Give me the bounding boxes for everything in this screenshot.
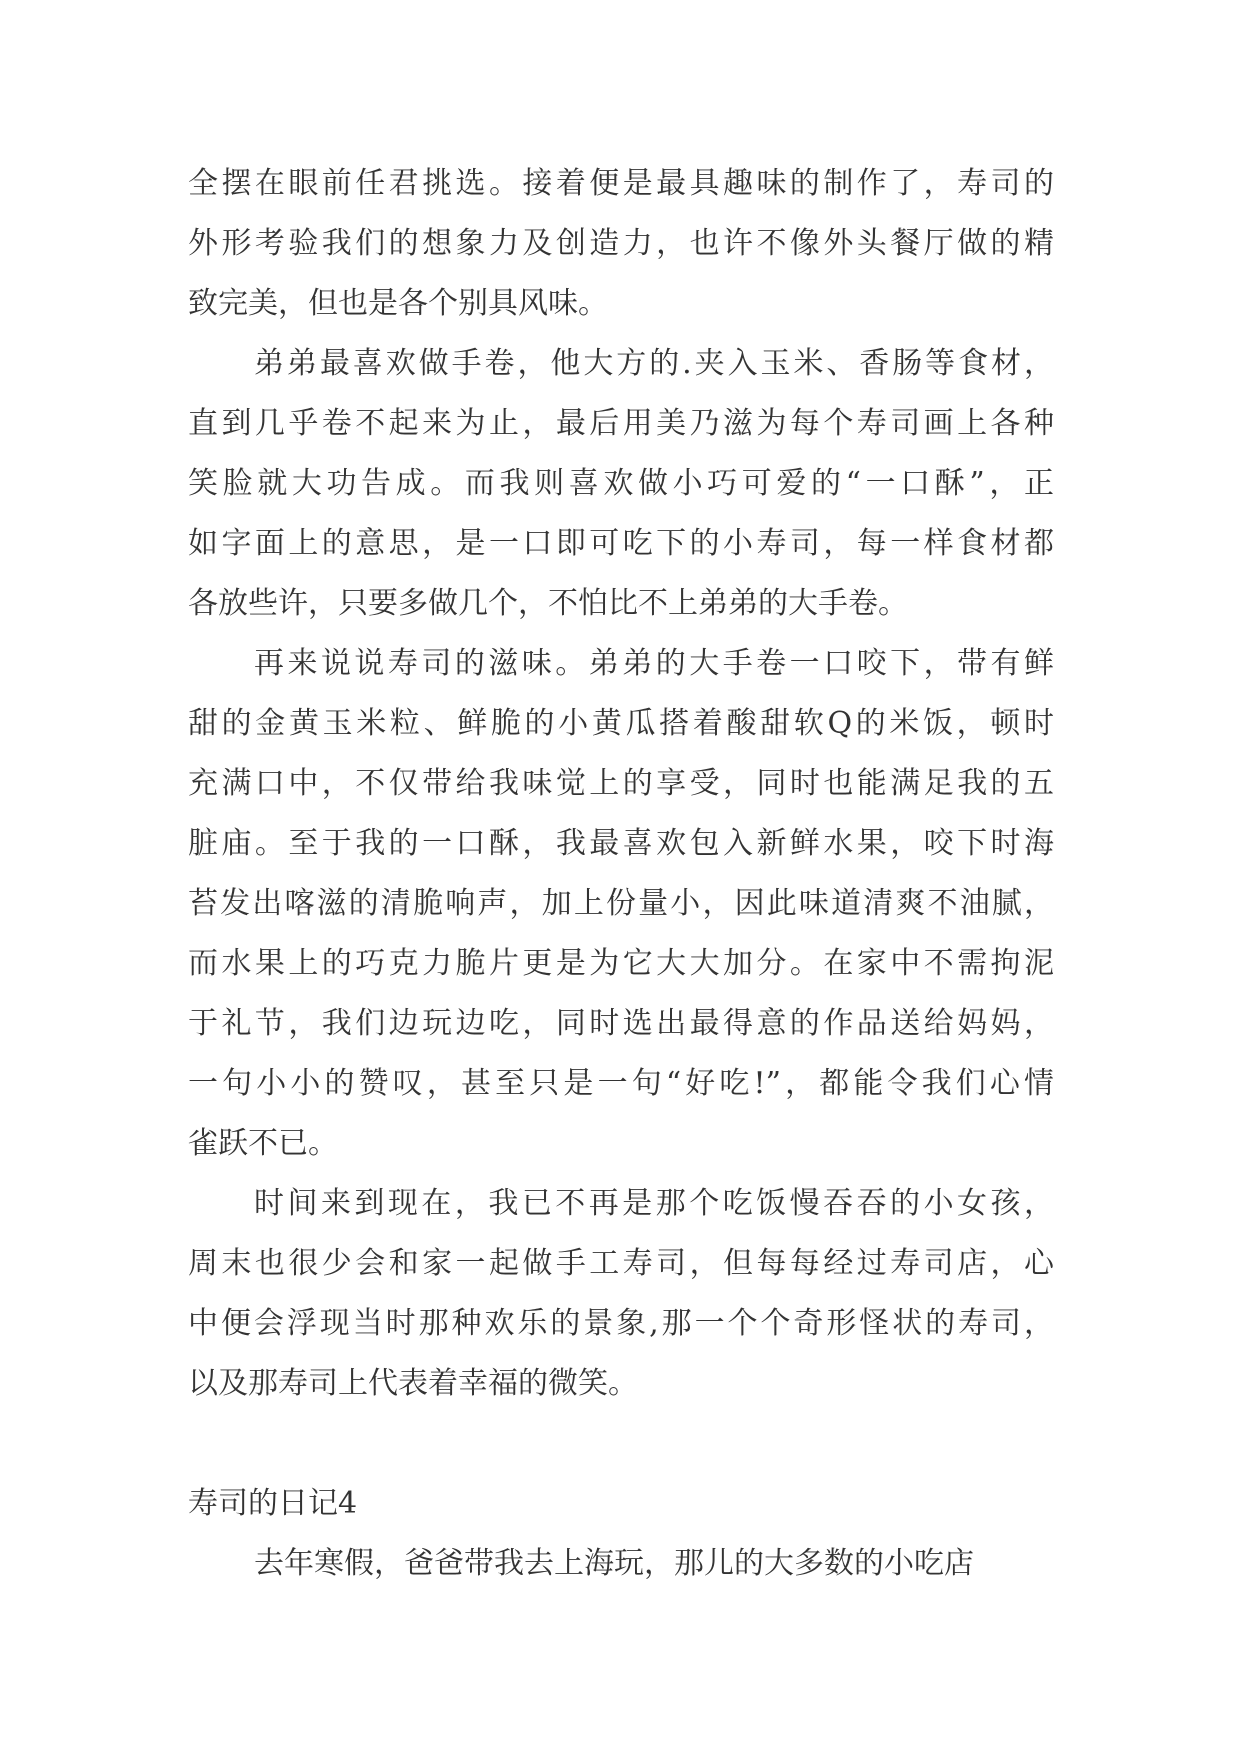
paragraph-line: 雀跃不已。 (188, 1126, 338, 1161)
paragraph-line: 以及那寿司上代表着幸福的微笑。 (188, 1366, 638, 1401)
section-heading (188, 1474, 1054, 1534)
paragraph-3 (188, 634, 1054, 1174)
paragraph-line: 充满口中，不仅带给我味觉上的享受，同时也能满足我的五 (188, 766, 1054, 801)
paragraph-line: 全摆在眼前任君挑选。接着便是最具趣味的制作了，寿司的 (188, 166, 1054, 201)
paragraph-line: 外形考验我们的想象力及创造力，也许不像外头餐厅做的精 (188, 226, 1054, 261)
paragraph-5 (188, 1534, 1054, 1594)
paragraph-line: 直到几乎卷不起来为止，最后用美乃滋为每个寿司画上各种 (188, 406, 1054, 441)
paragraph-line: 中便会浮现当时那种欢乐的景象,那一个个奇形怪状的寿司， (188, 1306, 1054, 1341)
paragraph-2 (188, 334, 1054, 634)
document-body (188, 154, 1054, 1594)
paragraph-line: 各放些许，只要多做几个，不怕比不上弟弟的大手卷。 (188, 586, 908, 621)
paragraph-line: 而水果上的巧克力脆片更是为它大大加分。在家中不需拘泥 (188, 946, 1054, 981)
paragraph-4 (188, 1174, 1054, 1414)
paragraph-line: 周末也很少会和家一起做手工寿司，但每每经过寿司店，心 (188, 1246, 1054, 1281)
paragraph-1 (188, 154, 1054, 334)
paragraph-line: 苔发出喀滋的清脆响声，加上份量小，因此味道清爽不油腻， (188, 886, 1054, 921)
paragraph-line: 致完美，但也是各个别具风味。 (188, 286, 608, 321)
paragraph-line: 脏庙。至于我的一口酥，我最喜欢包入新鲜水果，咬下时海 (188, 826, 1054, 861)
paragraph-line: 弟弟最喜欢做手卷，他大方的.夹入玉米、香肠等食材， (254, 346, 1054, 381)
paragraph-line: 再来说说寿司的滋味。弟弟的大手卷一口咬下，带有鲜 (254, 646, 1054, 681)
paragraph-line: 甜的金黄玉米粒、鲜脆的小黄瓜搭着酸甜软Q的米饭，顿时 (188, 706, 1054, 741)
paragraph-line: 于礼节，我们边玩边吃，同时选出最得意的作品送给妈妈， (188, 1006, 1054, 1041)
paragraph-line: 时间来到现在，我已不再是那个吃饭慢吞吞的小女孩， (254, 1186, 1054, 1221)
paragraph-line: 笑脸就大功告成。而我则喜欢做小巧可爱的“一口酥”，正 (188, 466, 1054, 501)
section-heading-text: 寿司的日记4 (188, 1486, 358, 1521)
paragraph-line: 一句小小的赞叹，甚至只是一句“好吃!”，都能令我们心情 (188, 1066, 1054, 1101)
paragraph-line: 去年寒假，爸爸带我去上海玩，那儿的大多数的小吃店 (254, 1546, 974, 1581)
paragraph-line: 如字面上的意思，是一口即可吃下的小寿司，每一样食材都 (188, 526, 1054, 561)
